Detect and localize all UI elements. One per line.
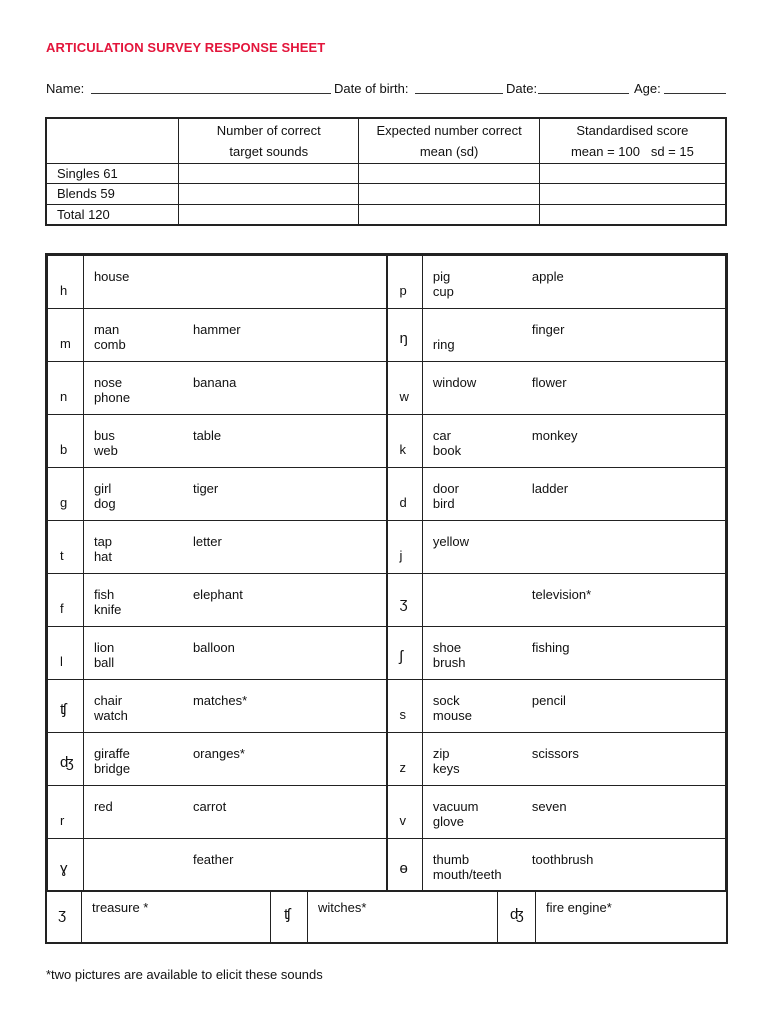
target-word: zip — [432, 746, 450, 761]
sound-words-cell — [83, 627, 386, 680]
sound-symbol: p — [387, 256, 423, 309]
target-word: television* — [531, 587, 592, 602]
date-label: Date: — [506, 81, 538, 96]
sound-symbol: k — [387, 415, 423, 468]
age-field[interactable] — [664, 93, 726, 94]
summary-header-correct — [179, 118, 359, 163]
sound-words-cell — [83, 680, 386, 733]
target-word: matches* — [192, 693, 248, 708]
sound-symbol: j — [387, 521, 423, 574]
sound-symbol: l — [48, 627, 84, 680]
target-word: table — [192, 428, 222, 443]
sound-words-cell — [83, 362, 386, 415]
target-word: ring — [432, 337, 455, 352]
target-word: sock — [432, 693, 460, 708]
sound-words-cell — [422, 839, 725, 892]
footnote: *two pictures are available to elicit these sounds — [46, 967, 323, 982]
sound-words-cell — [422, 362, 725, 415]
target-word: treasure * — [82, 891, 271, 944]
age-label: Age: — [634, 81, 661, 96]
total-standardised-cell[interactable] — [539, 204, 726, 225]
total-expected-cell[interactable] — [359, 204, 539, 225]
blends-standardised-cell[interactable] — [539, 184, 726, 205]
target-word: bird — [432, 496, 455, 511]
target-word: man — [93, 322, 120, 337]
sound-symbol: ŋ — [387, 309, 423, 362]
target-word: fire engine* — [546, 900, 612, 915]
sound-symbol: ʤ — [498, 891, 536, 944]
target-word: yellow — [432, 534, 470, 549]
sound-words-cell — [83, 839, 386, 892]
sound-row — [48, 574, 726, 627]
target-word: finger — [531, 322, 565, 337]
sound-symbol: ʧ — [271, 891, 308, 944]
target-word: hammer — [192, 322, 241, 337]
sound-words-cell — [422, 468, 725, 521]
sound-symbol: w — [387, 362, 423, 415]
target-word: ladder — [531, 481, 569, 496]
sound-words-cell — [422, 786, 725, 839]
sound-row — [48, 627, 726, 680]
sound-symbol: ʤ — [48, 733, 84, 786]
target-word: seven — [531, 799, 567, 814]
target-word: tap — [93, 534, 113, 549]
target-word: oranges* — [192, 746, 245, 761]
sound-row — [48, 680, 726, 733]
sound-words-cell — [422, 521, 725, 574]
target-word: cup — [432, 284, 454, 299]
sound-symbol: g — [48, 468, 84, 521]
summary-row-blends — [46, 184, 726, 205]
sound-symbol: v — [387, 786, 423, 839]
target-word: girl — [93, 481, 112, 496]
sound-row — [48, 786, 726, 839]
target-word: pencil — [531, 693, 566, 708]
dob-label: Date of birth: — [334, 81, 409, 96]
blends-expected-cell[interactable] — [359, 184, 539, 205]
sound-symbol: t — [48, 521, 84, 574]
summary-row-label: Singles 61 — [46, 163, 179, 184]
sound-symbol: n — [48, 362, 84, 415]
target-word: letter — [192, 534, 222, 549]
target-word: vacuum — [432, 799, 479, 814]
target-word: toothbrush — [531, 852, 594, 867]
blends-correct-cell[interactable] — [179, 184, 359, 205]
sound-words-cell — [422, 415, 725, 468]
target-word: brush — [432, 655, 466, 670]
summary-header-expected-line2: mean (sd) — [419, 143, 479, 159]
target-word: hat — [93, 549, 113, 564]
target-word: elephant — [192, 587, 243, 602]
target-word: mouth/teeth — [432, 867, 502, 882]
sound-row — [48, 733, 726, 786]
target-word: car — [432, 428, 451, 443]
sound-row — [48, 521, 726, 574]
target-word: lion — [93, 640, 115, 655]
sound-words-cell — [422, 256, 725, 309]
sound-row — [48, 362, 726, 415]
summary-header-row — [46, 118, 726, 163]
target-word: comb — [93, 337, 126, 352]
target-word: giraffe — [93, 746, 130, 761]
sound-words-cell — [422, 574, 725, 627]
sound-row — [48, 468, 726, 521]
target-word: window — [432, 375, 477, 390]
header-fields — [46, 81, 726, 99]
summary-header-correct-line1: Number of correct — [216, 122, 321, 138]
target-word: flower — [531, 375, 567, 390]
target-word: fish — [93, 587, 115, 602]
target-word: mouse — [432, 708, 472, 723]
sound-words-cell — [422, 733, 725, 786]
target-word: scissors — [531, 746, 579, 761]
target-word: ball — [93, 655, 115, 670]
name-label: Name: — [46, 81, 85, 96]
sound-symbol: ɣ — [48, 839, 84, 892]
sound-words-cell — [83, 309, 386, 362]
sound-symbol: ʃ — [387, 627, 423, 680]
target-word: fishing — [531, 640, 570, 655]
target-word: bus — [93, 428, 115, 443]
summary-row-total — [46, 204, 726, 225]
last-sounds-row — [45, 890, 728, 944]
summary-header-expected-line1: Expected number correct — [376, 122, 522, 138]
sound-words-cell — [83, 468, 386, 521]
sound-symbol: b — [48, 415, 84, 468]
singles-correct-cell[interactable] — [179, 163, 359, 184]
target-word: dog — [93, 496, 116, 511]
target-word: chair — [93, 693, 123, 708]
sound-symbol: ʒ — [45, 891, 82, 944]
sound-row — [48, 415, 726, 468]
sound-symbol: ʧ — [48, 680, 84, 733]
sound-words-cell — [83, 786, 386, 839]
sound-symbol: ɵ — [387, 839, 423, 892]
sound-words-cell — [83, 256, 386, 309]
target-word: carrot — [192, 799, 227, 814]
sound-words-cell — [83, 733, 386, 786]
sound-words-cell — [422, 680, 725, 733]
summary-header-standardised — [539, 118, 726, 163]
sound-symbol: f — [48, 574, 84, 627]
target-word: balloon — [192, 640, 235, 655]
summary-header-expected — [359, 118, 539, 163]
sound-row — [48, 256, 726, 309]
sound-symbol: s — [387, 680, 423, 733]
target-word: pig — [432, 269, 451, 284]
sound-words-cell — [83, 415, 386, 468]
sound-row — [48, 839, 726, 892]
target-word: shoe — [432, 640, 462, 655]
target-word: bridge — [93, 761, 131, 776]
target-word: door — [432, 481, 459, 496]
sound-symbol: r — [48, 786, 84, 839]
singles-expected-cell[interactable] — [359, 163, 539, 184]
target-word: watch — [93, 708, 128, 723]
sound-row — [48, 309, 726, 362]
singles-standardised-cell[interactable] — [539, 163, 726, 184]
target-word: phone — [93, 390, 131, 405]
summary-row-singles — [46, 163, 726, 184]
target-word: glove — [432, 814, 464, 829]
summary-header-correct-line2: target sounds — [229, 143, 309, 159]
summary-header-empty — [46, 118, 179, 163]
target-word: web — [93, 443, 118, 458]
target-word: banana — [192, 375, 237, 390]
target-word: monkey — [531, 428, 578, 443]
target-word: nose — [93, 375, 123, 390]
date-field[interactable] — [538, 93, 629, 94]
page-title: ARTICULATION SURVEY RESPONSE SHEET — [46, 40, 326, 55]
summary-header-standardised-line1: Standardised score — [576, 122, 689, 138]
target-word: feather — [192, 852, 234, 867]
sound-words-cell — [422, 627, 725, 680]
target-word: red — [93, 799, 113, 814]
target-word: tiger — [192, 481, 219, 496]
summary-row-label: Total 120 — [46, 204, 179, 225]
target-word: witches* — [308, 891, 498, 944]
summary-header-standardised-line2: mean = 100 sd = 15 — [570, 143, 694, 159]
target-word: house — [93, 269, 130, 284]
target-word: keys — [432, 761, 460, 776]
total-correct-cell[interactable] — [179, 204, 359, 225]
sound-symbol: d — [387, 468, 423, 521]
sound-symbol: ʒ — [387, 574, 423, 627]
target-word: thumb — [432, 852, 470, 867]
name-field[interactable] — [91, 93, 331, 94]
target-word: apple — [531, 269, 564, 284]
target-word: knife — [93, 602, 122, 617]
sound-words-cell — [83, 574, 386, 627]
dob-field[interactable] — [415, 93, 503, 94]
target-sounds-table — [47, 255, 726, 892]
sound-words-cell — [83, 521, 386, 574]
target-sounds-grid — [45, 253, 728, 944]
sound-symbol: h — [48, 256, 84, 309]
sound-words-cell — [422, 309, 725, 362]
summary-row-label: Blends 59 — [46, 184, 179, 205]
sound-symbol: m — [48, 309, 84, 362]
target-word: book — [432, 443, 462, 458]
score-summary-table — [45, 117, 727, 226]
sound-symbol: z — [387, 733, 423, 786]
